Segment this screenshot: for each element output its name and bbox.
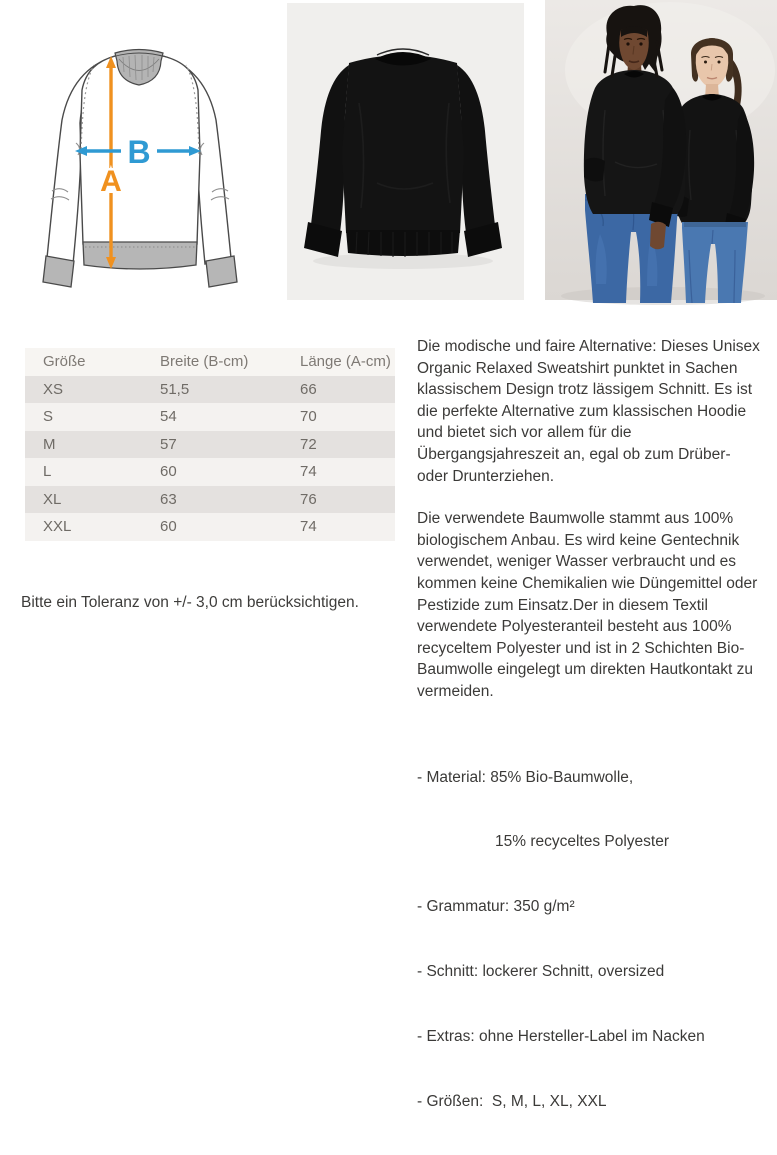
description-paragraph-2: Die verwendete Baumwolle stammt aus 100% biologischem Anbau. Es wird keine Gentechnik verwendet, weniger Wasser verbraucht und es kommen keine Chemikalien wie Düngemittel oder Pestizide zum Einsatz.Der in diesem Textil verwendete Polyesteranteil besteht aus 100% recyceltem Polyester und ist in 2 Schichten Bio-Baumwolle eingelegt um direkten Hautkontakt zu vermeiden. — [417, 508, 763, 702]
product-description-text — [417, 336, 763, 1155]
breite-cell: 60 — [142, 458, 282, 486]
attribute-line-material: - Material: 85% Bio-Baumwolle, — [417, 767, 763, 789]
laenge-cell: 74 — [282, 513, 395, 541]
table-row-xxl — [25, 513, 395, 541]
breite-cell: 57 — [142, 431, 282, 459]
laenge-cell: 76 — [282, 486, 395, 514]
col-header-groesse: Größe — [25, 348, 142, 376]
table-row-m — [25, 431, 395, 459]
laenge-cell: 74 — [282, 458, 395, 486]
tolerance-note: Bitte ein Toleranz von +/- 3,0 cm berücksichtigen. — [21, 594, 411, 612]
attribute-line-extras: - Extras: ohne Hersteller-Label im Nacken — [417, 1026, 763, 1048]
size-table — [25, 348, 395, 541]
size-cell: M — [25, 431, 142, 459]
laenge-cell: 66 — [282, 376, 395, 404]
measure-label-b: B — [127, 134, 150, 170]
breite-cell: 60 — [142, 513, 282, 541]
size-cell: XS — [25, 376, 142, 404]
laenge-cell: 70 — [282, 403, 395, 431]
measure-label-a: A — [100, 165, 122, 198]
table-row-xs — [25, 376, 395, 404]
attribute-line-grammatur: - Grammatur: 350 g/m² — [417, 896, 763, 918]
size-table-header-row — [25, 348, 395, 376]
models-photo-two-people — [545, 0, 777, 303]
sweatshirt-measure-drawing — [22, 28, 268, 310]
attribute-line-material-continued: 15% recyceltes Polyester — [417, 831, 763, 853]
size-measurement-diagram — [22, 28, 268, 310]
black-sweatshirt-photo — [287, 3, 524, 300]
man-left-cuff — [584, 158, 605, 182]
col-header-laenge: Länge (A-cm) — [282, 348, 395, 376]
attribute-line-schnitt: - Schnitt: lockerer Schnitt, oversized — [417, 961, 763, 983]
hem-band — [83, 242, 197, 269]
description-paragraph-1: Die modische und faire Alternative: Dieses Unisex Organic Relaxed Sweatshirt punktet in Sachen klassischem Design trotz lässigem Schnitt. Es ist die perfekte Alternative zum klassischen Hoodie und bietet sich vor allem für die Übergangsjahreszeit an, egal ob zum Drüber- oder Drunterziehen. — [417, 336, 763, 487]
col-header-breite: Breite (B-cm) — [142, 348, 282, 376]
breite-cell: 51,5 — [142, 376, 282, 404]
size-cell: L — [25, 458, 142, 486]
size-cell: XXL — [25, 513, 142, 541]
breite-cell: 63 — [142, 486, 282, 514]
table-row-l — [25, 458, 395, 486]
table-row-s — [25, 403, 395, 431]
laenge-cell: 72 — [282, 431, 395, 459]
models-photo — [545, 0, 777, 303]
attribute-line-groessen: - Größen: S, M, L, XL, XXL — [417, 1091, 763, 1113]
man-hand — [650, 222, 666, 250]
size-cell: S — [25, 403, 142, 431]
breite-cell: 54 — [142, 403, 282, 431]
size-cell: XL — [25, 486, 142, 514]
product-attributes-list — [417, 724, 763, 1155]
product-photo-black-sweatshirt — [287, 3, 524, 300]
table-row-xl — [25, 486, 395, 514]
woman-hem-shadow — [684, 222, 746, 227]
